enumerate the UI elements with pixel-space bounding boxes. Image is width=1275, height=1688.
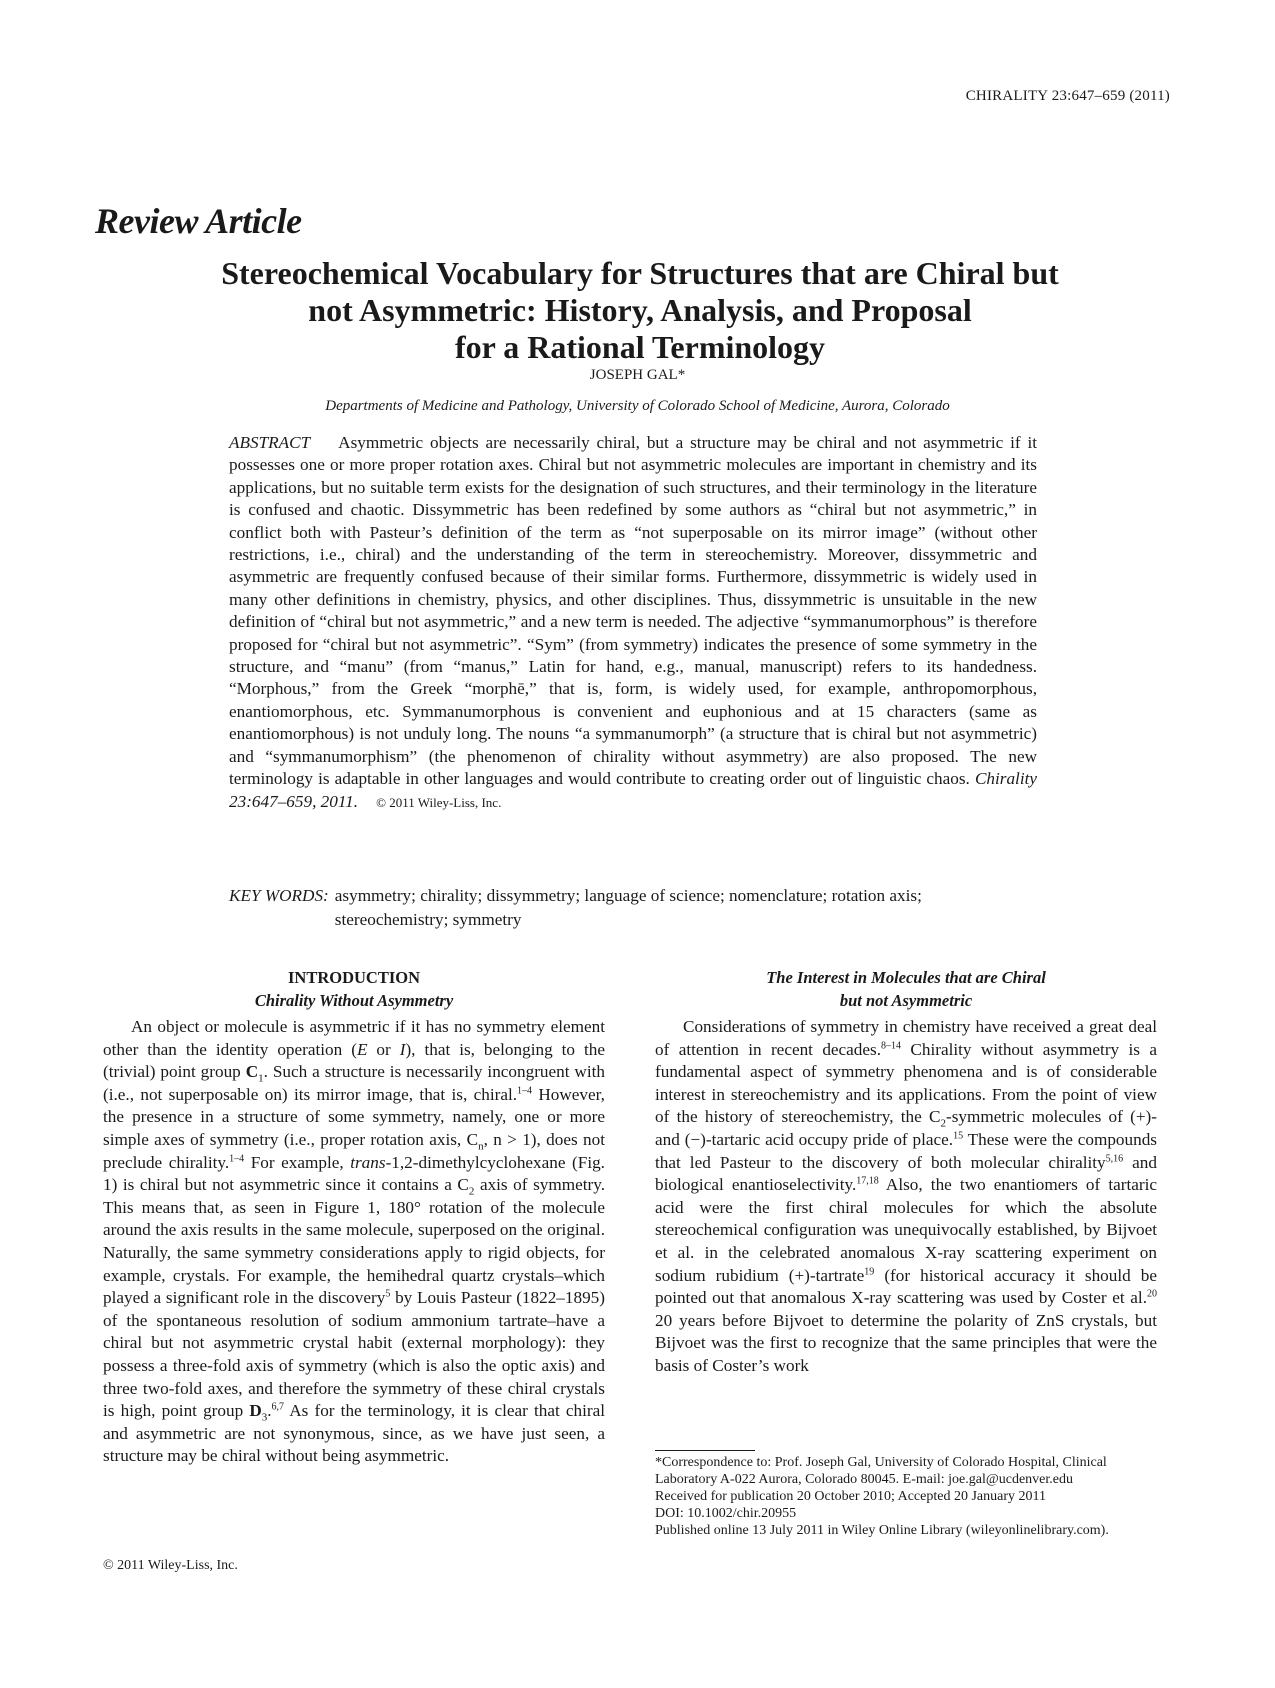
footnote-doi: DOI: 10.1002/chir.20955 [655, 1506, 797, 1521]
abstract-citation: Chirality 23:647–659, 2011. [229, 769, 1038, 811]
body-paragraph: Considerations of symmetry in chemistry have received a great deal of attention in recent decades.$^{8-14}$ Chirality without asymmetry is a fundamental aspect of symmetry phenomena and is of considerable interest in stereochemistry and its applications. From the point of view of the history of stereochemistry, the $C_2$-symmetric molecules of (+)- and (−)-tartaric acid occupy pride of place.$^{15}$ These were the compounds that led Pasteur to the discovery of both molecular chirality$^{5,16}$ and biological enantioselectivity.$^{17,18}$ Also, the two enantiomers of tartaric acid were the first chiral molecules for which the absolute stereochemical configuration was unequivocally established, by Bijvoet et al. in the celebrated anomalous X-ray scattering experiment on sodium rubidium (+)-tartrate$^{19}$ (for historical accuracy it should be pointed out that anomalous X-ray scattering was used by Coster et al.$^{20}$ 20 years before Bijvoet to determine the polarity of ZnS crystals, but Bijvoet was the first to recognize that the same principles that were the basis of Coster’s work [655, 1017, 1158, 1375]
page-copyright: © 2011 Wiley-Liss, Inc. [103, 1558, 238, 1573]
keywords-label: KEY WORDS: [229, 886, 329, 905]
subsection-heading: The Interest in Molecules that are Chiral [766, 968, 1046, 987]
footnote-divider [655, 1450, 755, 1451]
title-line: for a Rational Terminology [454, 329, 826, 365]
author-name: JOSEPH GAL* [589, 367, 686, 383]
subsection-heading: but not Asymmetric [839, 991, 973, 1010]
footnote-received: Received for publication 20 October 2010; Accepted 20 January 2011 [655, 1489, 1046, 1504]
abstract [229, 432, 1037, 814]
article-type-label: Review Article [95, 201, 302, 241]
abstract-copyright: © 2011 Wiley-Liss, Inc. [376, 794, 502, 810]
keywords [229, 884, 1037, 932]
footnote [655, 1454, 1165, 1539]
keywords-text: asymmetry; chirality; dissymmetry; language of science; nomenclature; rotation axis; stereochemistry; symmetry [334, 886, 922, 929]
journal-reference: CHIRALITY 23:647–659 (2011) [965, 88, 1170, 104]
footnote-published: Published online 13 July 2011 in Wiley Online Library (wileyonlinelibrary.com). [655, 1523, 1109, 1538]
title-line: not Asymmetric: History, Analysis, and Proposal [308, 292, 972, 328]
section-heading: INTRODUCTION [287, 968, 421, 987]
right-column [655, 966, 1157, 1378]
article-title [140, 255, 1140, 366]
footnote-correspondence: *Correspondence to: Prof. Joseph Gal, University of Colorado Hospital, Clinical Laboratory A-022 Aurora, Colorado 80045. E-mail: joe.gal@ucdenver.edu [655, 1455, 1107, 1487]
author-affiliation: Departments of Medicine and Pathology, University of Colorado School of Medicine, Aurora, Colorado [325, 398, 950, 414]
abstract-text: Asymmetric objects are necessarily chiral, but a structure may be chiral and not asymmetric if it possesses one or more proper rotation axes. Chiral but not asymmetric molecules are important in chemistry and its applications, but no suitable term exists for the designation of such structures, and their terminology in the literature is confused and chaotic. Dissymmetric has been redefined by some authors as “chiral but not asymmetric,” in conflict both with Pasteur’s definition of the term as “not superposable on its mirror image” (without other restrictions, i.e., chiral) and the understanding of the term in stereochemistry. Moreover, dissymmetric and asymmetric are frequently confused because of their similar forms. Furthermore, dissymmetric is widely used in many other definitions in chemistry, physics, and other disciplines. Thus, dissymmetric is unsuitable in the new definition of “chiral but not asymmetric,” and a new term is needed. The adjective “symmanumorphous” is therefore proposed for “chiral but not asymmetric”. “Sym” (from symmetry) indicates the presence of some symmetry in the structure, and “manu” (from “manus,” Latin for hand, e.g., manual, manuscript) refers to its handedness. “Morphous,” from the Greek “morphē,” that is, form, is widely used, for example, anthropomorphous, enantiomorphous, etc. Symmanumorphous is convenient and euphonious and at 15 characters (same as enantiomorphous) is not unduly long. The nouns “a symmanumorph” (a structure that is chiral but not asymmetric) and “symmanumorphism” (the phenomenon of chirality without asymmetry) are also proposed. The new terminology is adaptable in other languages and would contribute to creating order out of linguistic chaos. [229, 433, 1037, 789]
abstract-label: ABSTRACT [229, 433, 311, 452]
body-paragraph: An object or molecule is asymmetric if it has no symmetry element other than the identity operation (E or I), that is, belonging to the (trivial) point group $C_1$. Such a structure is necessarily incongruent with (i.e., not superposable on) its mirror image, that is, chiral.$^{1-4}$ However, the presence in a structure of some symmetry, namely, one or more simple axes of symmetry (i.e., proper rotation axis, $C_n$, n > 1), does not preclude chirality.$^{1-4}$ For example, trans-1,2-dimethylcyclohexane (Fig. 1) is chiral but not asymmetric since it contains a $C_2$ axis of symmetry. This means that, as seen in Figure 1, 180° rotation of the molecule around the axis results in the same molecule, superposed on the original. Naturally, the same symmetry considerations apply to rigid objects, for example, crystals. For example, the hemihedral quartz crystals–which played a significant role in the discovery$^5$ by Louis Pasteur (1822–1895) of the spontaneous resolution of sodium ammonium tartrate–have a chiral but not asymmetric crystal habit (external morphology): they possess a three-fold axis of symmetry (which is also the optic axis) and three two-fold axes, and therefore the symmetry of these chiral crystals is high, point group $D_3.^{6,7}$ As for the terminology, it is clear that chiral and asymmetric are not synonymous, since, as we have just seen, a structure may be chiral without being asymmetric. [103, 1017, 606, 1466]
title-line: Stereochemical Vocabulary for Structures that are Chiral but [221, 255, 1059, 291]
left-column [103, 966, 605, 1468]
subsection-heading: Chirality Without Asymmetry [254, 991, 454, 1010]
